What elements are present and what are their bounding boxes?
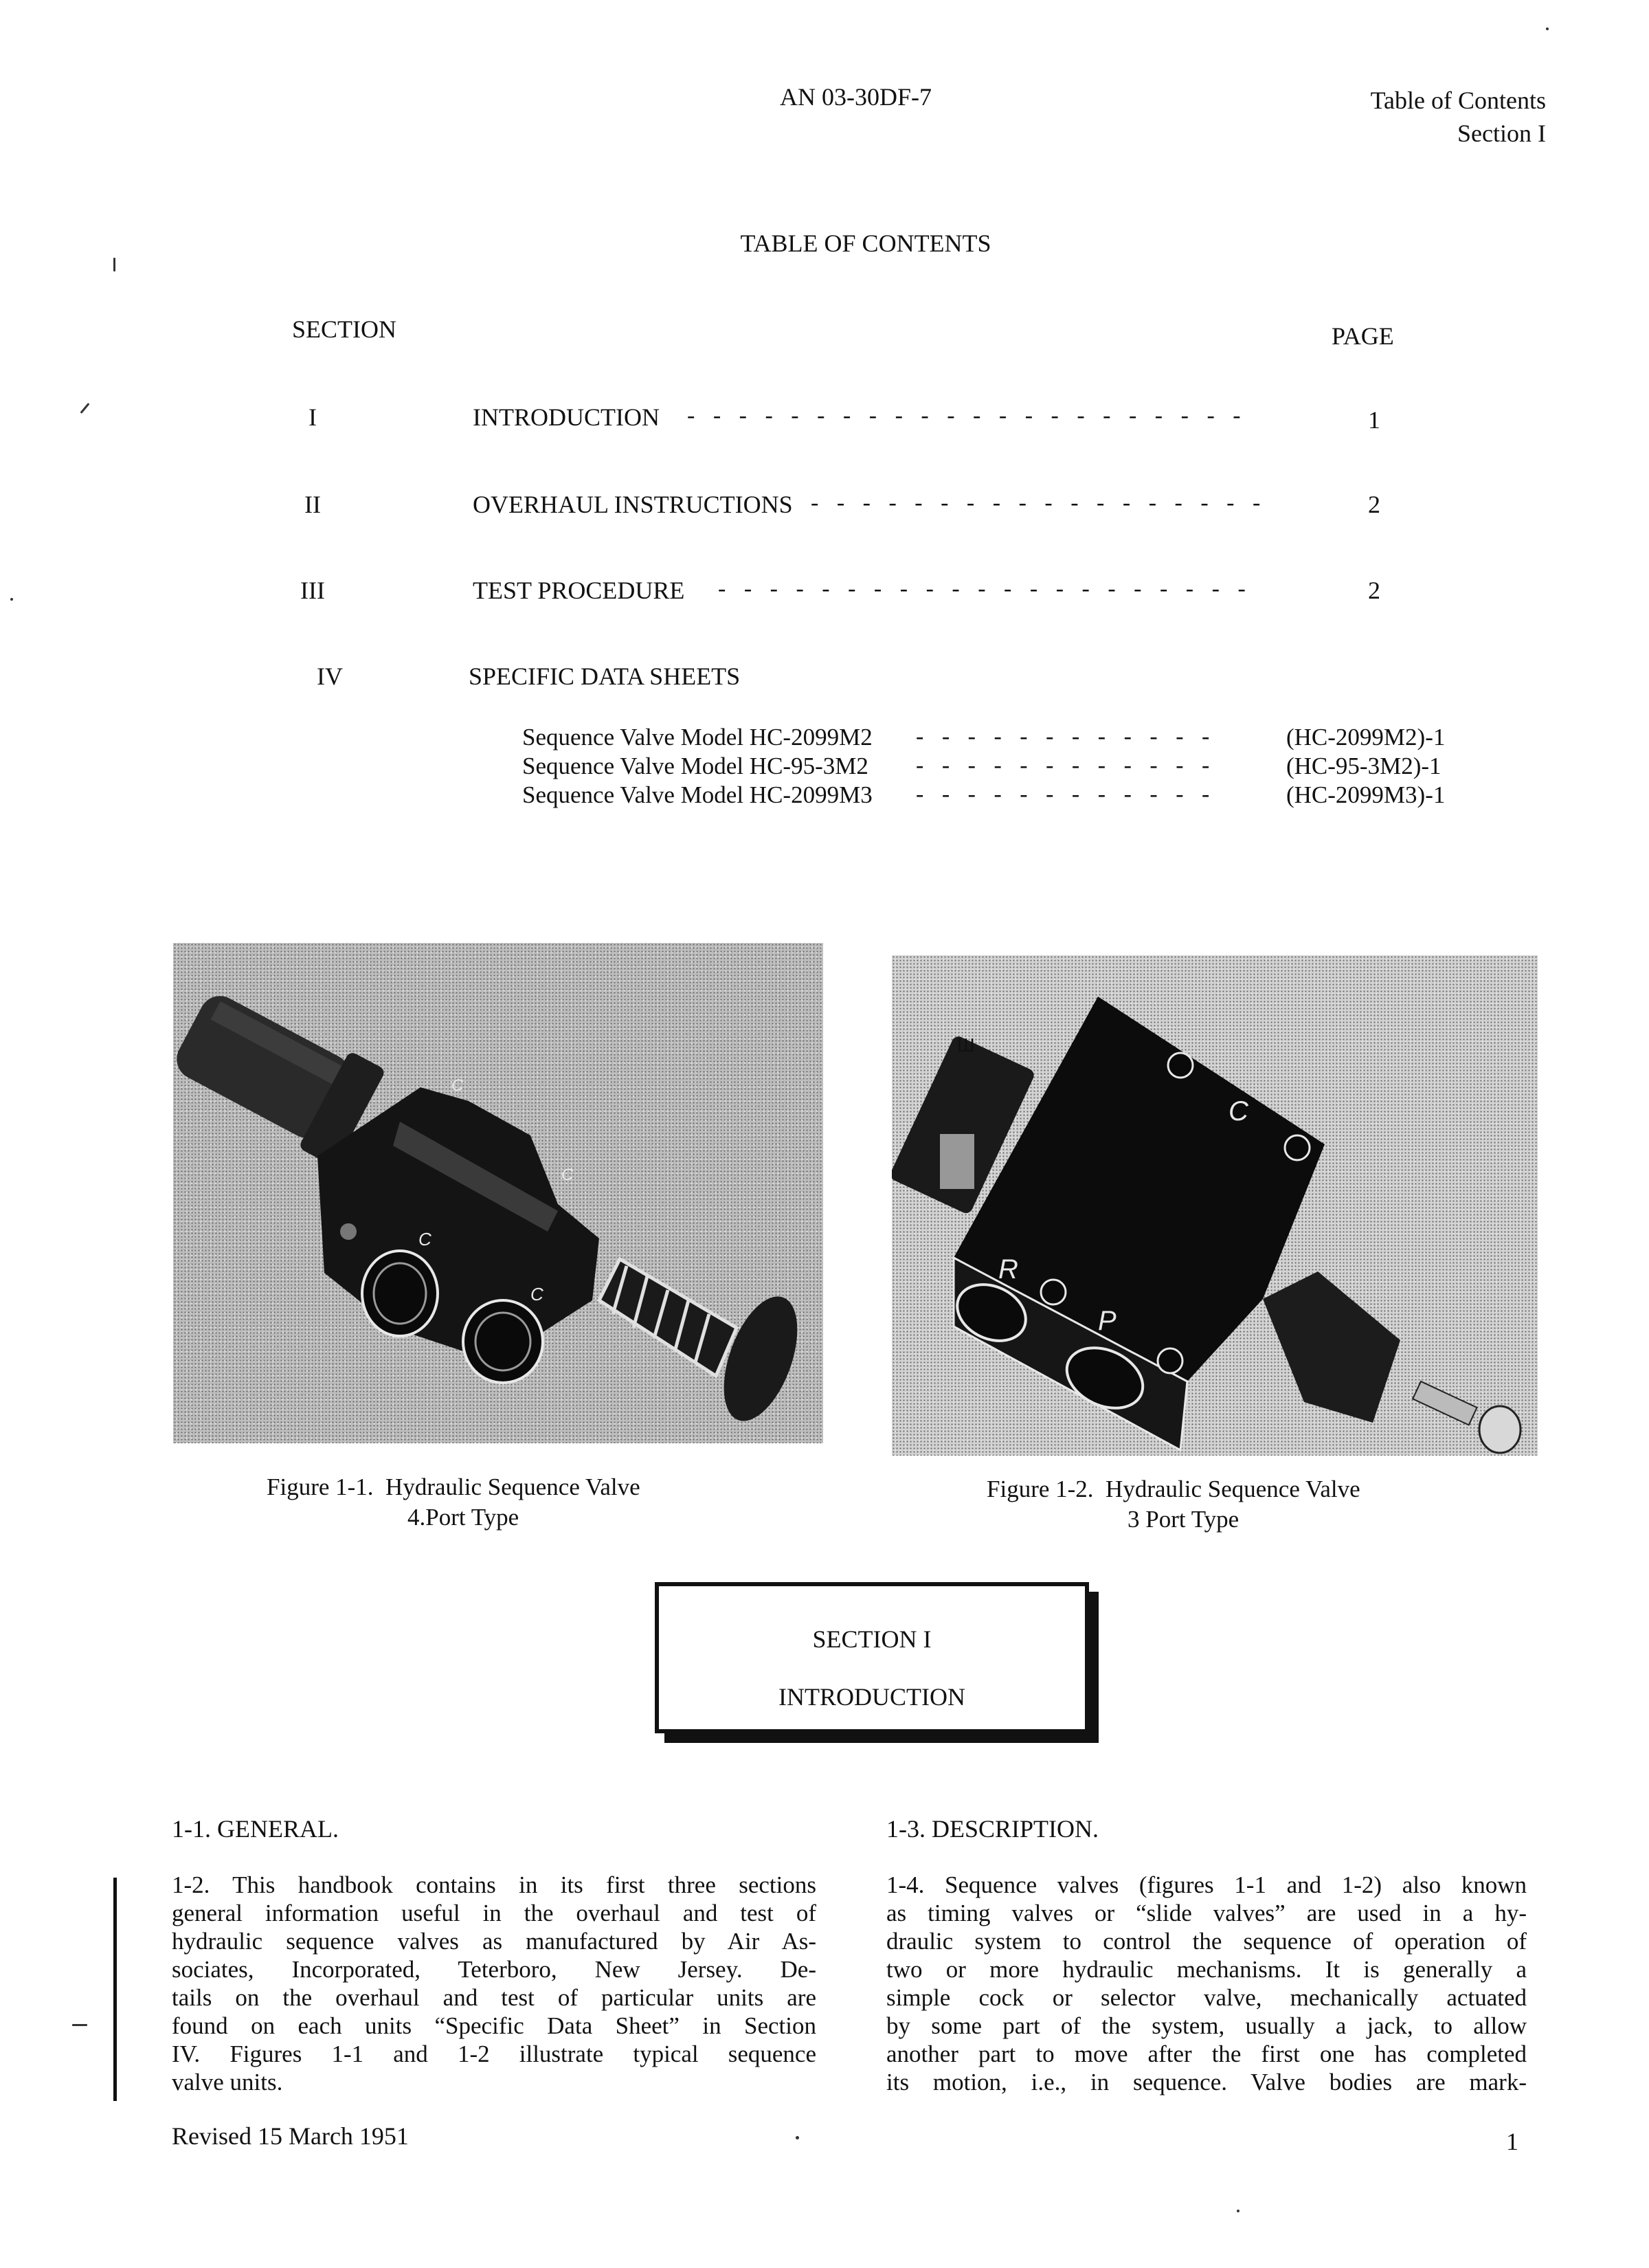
toc-entry-page: 2: [1368, 577, 1380, 604]
figure-label: Figure 1-2.: [987, 1476, 1094, 1502]
scan-speck: [72, 2024, 87, 2026]
port-mark-c: C: [451, 1076, 464, 1095]
toc-leader-dots: - - - - - - - - - - - - - - - - - -: [811, 490, 1267, 515]
toc-sub-entry[interactable]: [0, 781, 1649, 812]
text-line: draulic system to control the sequence of operation of: [886, 1928, 1527, 1955]
text-line: another part to move after the first one has completed: [886, 2041, 1527, 2067]
port-mark-c: C: [561, 1166, 574, 1184]
three-port-valve-illustration: [892, 955, 1538, 1456]
port-mark-c: C: [530, 1284, 543, 1304]
toc-entry-page: 1: [1368, 406, 1380, 434]
page-number: 1: [1506, 2128, 1518, 2155]
section-heading-box: [655, 1582, 1089, 1733]
figure-subtitle: 3 Port Type: [1128, 1506, 1239, 1533]
figure-label: Figure 1-1.: [267, 1474, 374, 1500]
toc-entry[interactable]: [0, 403, 1649, 437]
running-header-line2: Section I: [1457, 120, 1546, 147]
toc-entry-number: I: [309, 403, 317, 431]
port-mark-c: C: [418, 1229, 431, 1249]
running-header: [1371, 84, 1546, 150]
toc-sub-entry-title: Sequence Valve Model HC-2099M3: [522, 781, 873, 808]
toc-leader-dots: - - - - - - - - - - - -: [916, 753, 1216, 778]
section-title: INTRODUCTION: [778, 1683, 965, 1711]
text-line: IV. Figures 1-1 and 1-2 illustrate typical sequence: [172, 2041, 816, 2067]
toc-sub-entry-page: (HC-2099M2)-1: [1286, 724, 1446, 751]
text-line: simple cock or selector valve, mechanically actuated: [886, 1984, 1527, 2011]
scan-speck: [1546, 27, 1549, 30]
figure-1-2-caption: [987, 1474, 1360, 1535]
text-line: as timing valves or “slide valves” are used in a hy-: [886, 1900, 1527, 1926]
paragraph-1-4: [886, 1871, 1527, 2096]
toc-entry-title: INTRODUCTION: [473, 403, 660, 431]
document-code: AN 03-30DF-7: [780, 83, 932, 111]
revision-date: Revised 15 March 1951: [172, 2122, 409, 2150]
text-line: hydraulic sequence valves as manufactured by Air As-: [172, 1928, 816, 1955]
text-line: 1-2. This handbook contains in its first three sections: [172, 1871, 816, 1898]
figure-1-1-photo: [173, 943, 823, 1443]
paragraph-1-2: [172, 1871, 816, 2096]
heading-general: 1-1. GENERAL.: [172, 1815, 339, 1843]
toc-entry-number: IV: [317, 663, 343, 690]
figure-subtitle: 4.Port Type: [407, 1504, 519, 1531]
toc-sub-entry-page: (HC-95-3M2)-1: [1286, 753, 1442, 779]
toc-entry-number: III: [300, 577, 325, 604]
toc-sub-entry[interactable]: [0, 753, 1649, 783]
figure-1-2-photo: [892, 955, 1538, 1456]
section-number: SECTION I: [812, 1625, 932, 1653]
text-line: 1-4. Sequence valves (figures 1-1 and 1-2) also known: [886, 1871, 1527, 1898]
toc-entry[interactable]: [0, 662, 1649, 696]
toc-entry[interactable]: [0, 490, 1649, 524]
text-line: tails on the overhaul and test of particular units are: [172, 1984, 816, 2011]
toc-leader-dots: - - - - - - - - - - - -: [916, 781, 1216, 807]
toc-leader-dots: - - - - - - - - - - - -: [916, 724, 1216, 749]
toc-entry-title: TEST PROCEDURE: [473, 577, 685, 604]
scan-speck: [10, 598, 13, 601]
text-line: valve units.: [172, 2069, 283, 2095]
text-line: its motion, i.e., in sequence. Valve bodies are mark-: [886, 2069, 1527, 2095]
scan-speck: [113, 258, 115, 271]
port-mark-p: P: [1098, 1306, 1117, 1336]
toc-leader-dots: - - - - - - - - - - - - - - - - - - - - - -: [687, 403, 1247, 428]
toc-leader-dots: - - - - - - - - - - - - - - - - - - - - -: [718, 576, 1252, 601]
figure-1-1-caption: [267, 1472, 640, 1533]
four-port-valve-illustration: [173, 943, 823, 1443]
scan-speck: [1237, 2210, 1239, 2212]
fitting-mark: Ш: [957, 1034, 975, 1056]
toc-sub-entry-page: (HC-2099M3)-1: [1286, 781, 1446, 808]
text-line: sociates, Incorporated, Teterboro, New Jersey. De-: [172, 1956, 816, 1983]
toc-entry-number: II: [304, 491, 321, 518]
text-line: found on each units “Specific Data Sheet” in Section: [172, 2012, 816, 2039]
toc-entry[interactable]: [0, 576, 1649, 610]
port-mark-c: C: [1229, 1096, 1248, 1126]
toc-column-section: SECTION: [292, 315, 396, 343]
toc-title: TABLE OF CONTENTS: [740, 230, 991, 257]
figure-title: Hydraulic Sequence Valve: [1106, 1476, 1360, 1502]
figure-title: Hydraulic Sequence Valve: [385, 1474, 640, 1500]
revision-bar: [113, 1878, 117, 2101]
toc-sub-entry-title: Sequence Valve Model HC-95-3M2: [522, 753, 868, 779]
text-line: by some part of the system, usually a jack, to allow: [886, 2012, 1527, 2039]
toc-entry-page: 2: [1368, 491, 1380, 518]
toc-entry-title: OVERHAUL INSTRUCTIONS: [473, 491, 793, 518]
running-header-line1: Table of Contents: [1370, 87, 1546, 114]
toc-sub-entry[interactable]: [0, 724, 1649, 754]
scan-speck: [796, 2136, 799, 2139]
toc-column-page: PAGE: [1332, 322, 1394, 350]
toc-sub-entry-title: Sequence Valve Model HC-2099M2: [522, 724, 873, 751]
heading-description: 1-3. DESCRIPTION.: [886, 1815, 1099, 1843]
text-line: general information useful in the overhaul and test of: [172, 1900, 816, 1926]
port-mark-r: R: [998, 1254, 1018, 1285]
toc-entry-title: SPECIFIC DATA SHEETS: [469, 663, 741, 690]
text-line: two or more hydraulic mechanisms. It is generally a: [886, 1956, 1527, 1983]
